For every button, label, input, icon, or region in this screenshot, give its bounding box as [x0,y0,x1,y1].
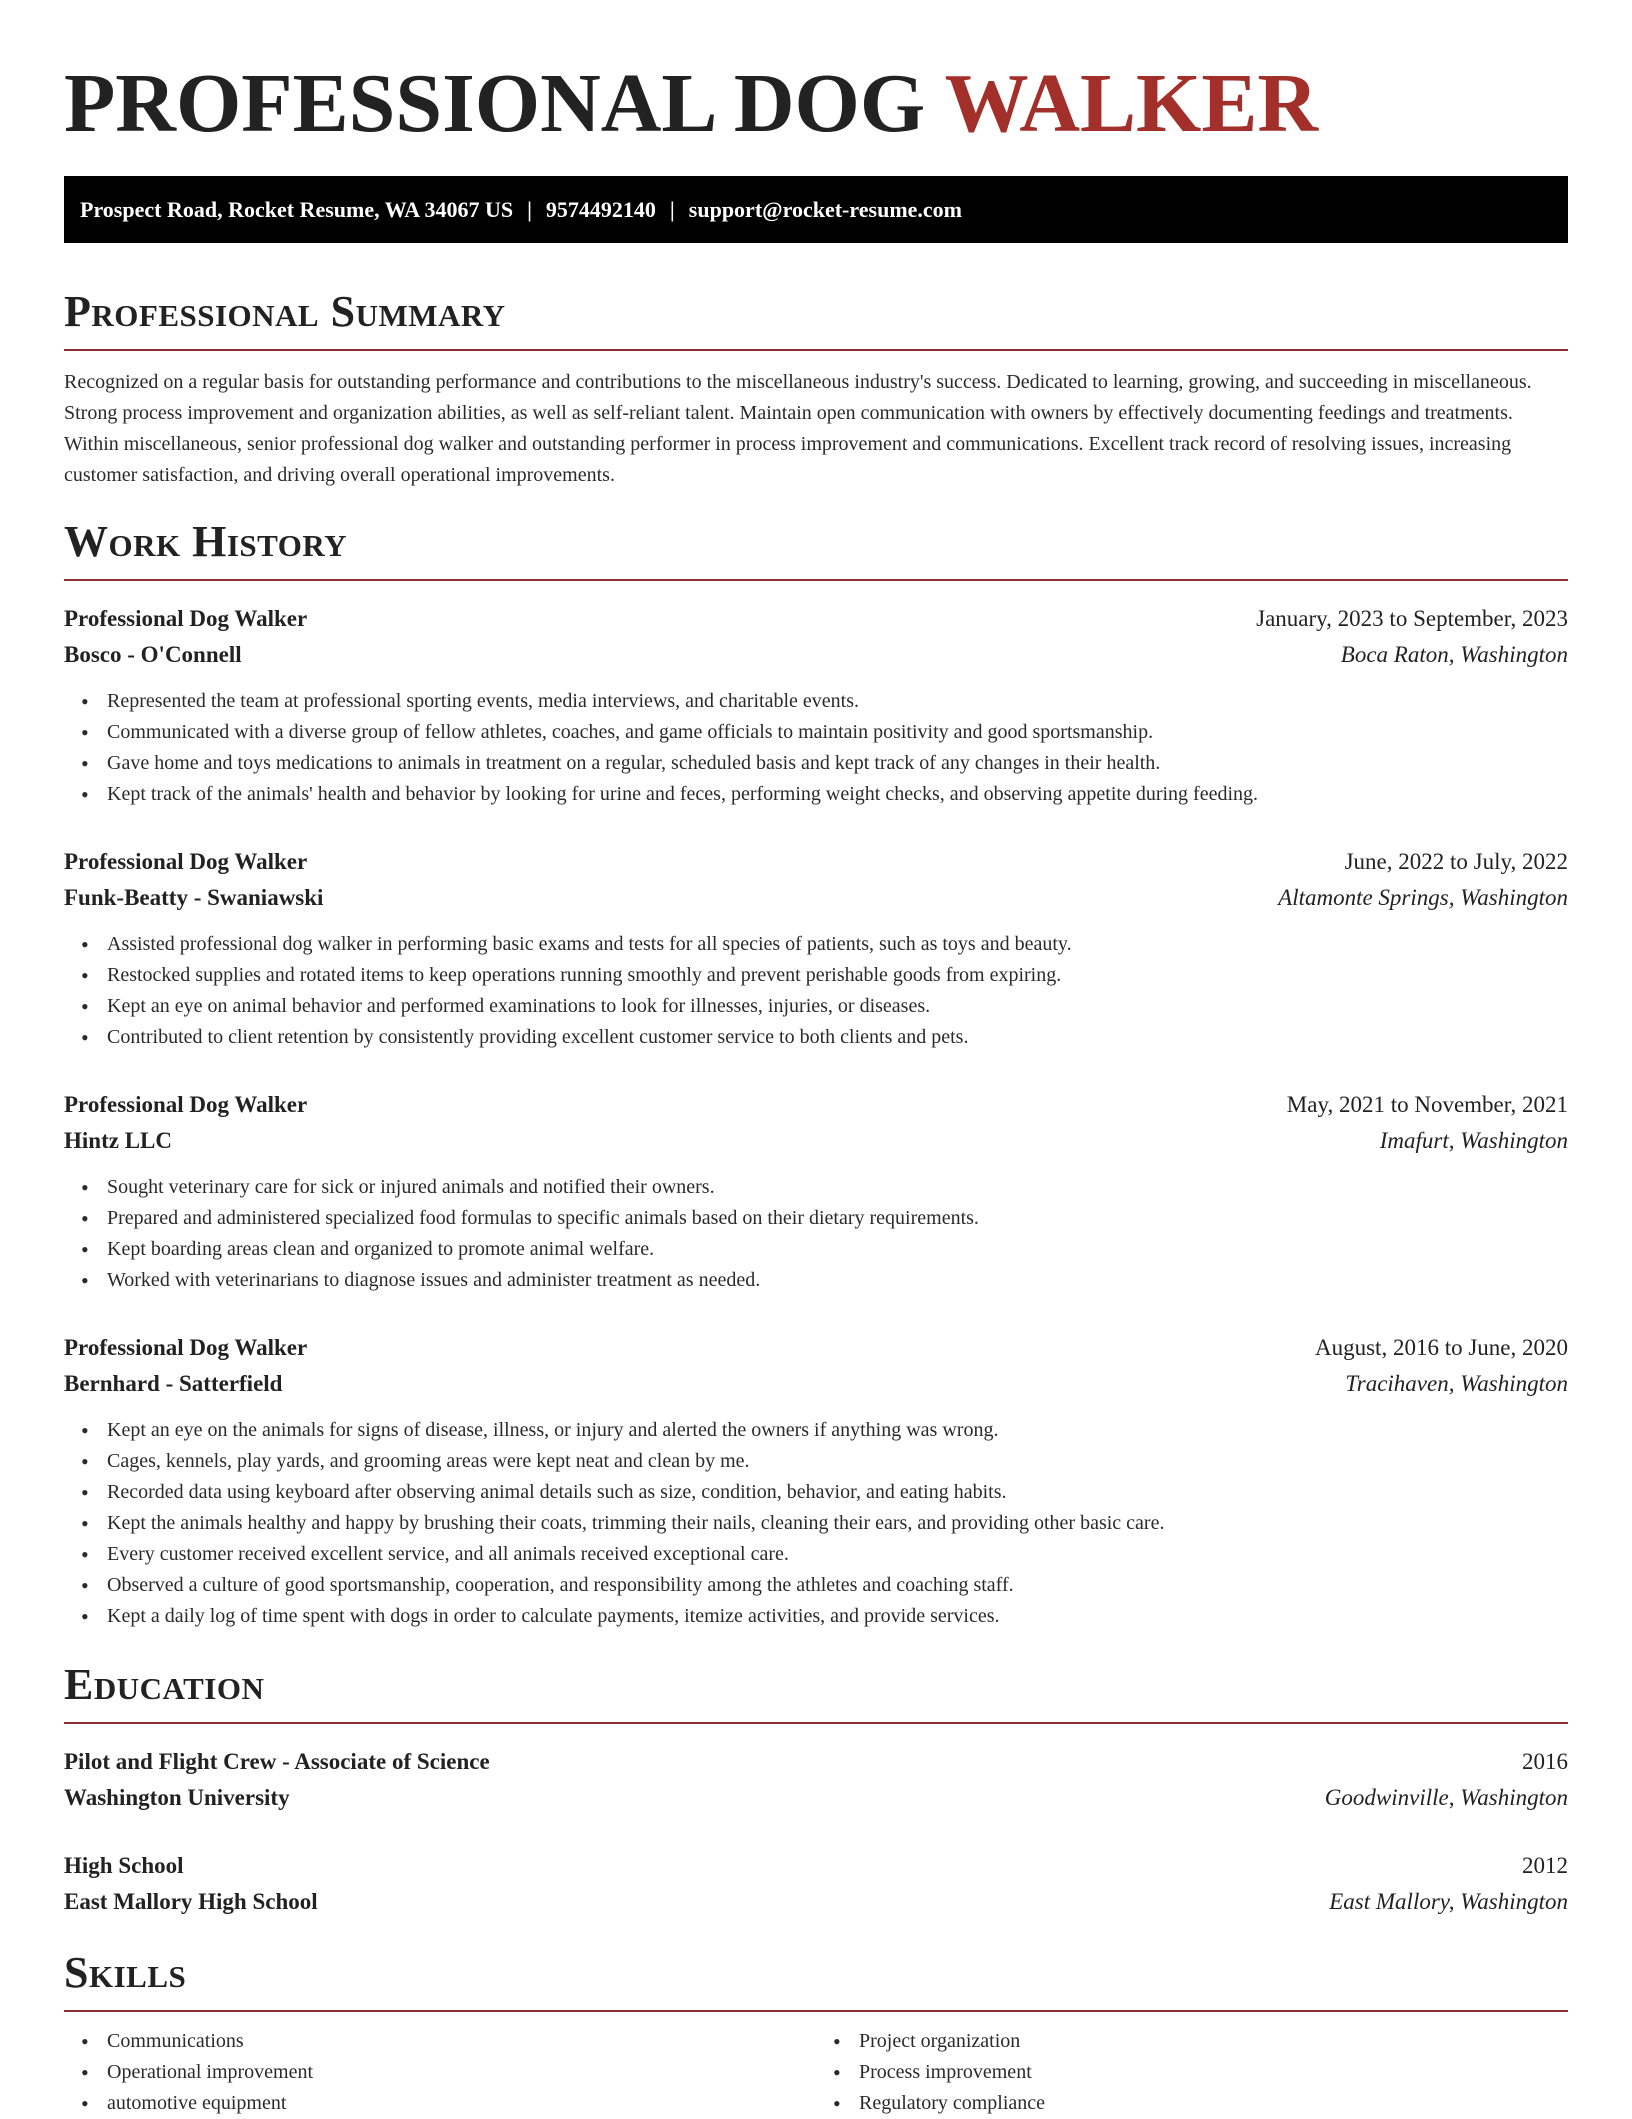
section-title-skills: Skills [64,1948,187,1997]
education-year: 2016 [1522,1749,1568,1774]
job-title: Professional Dog Walker [64,1335,308,1360]
resume-page [64,0,1568,2119]
summary-text: Recognized on a regular basis for outstanding performance and contributions to the miscellaneous industry's success. Dedicated to learning, growing, and succeeding in miscellaneous. Strong process improvement and organization abilities, as well as self-reliant talent. Maintain open communication with owners by effectively documenting feedings and treatments. Within miscellaneous, senior professional dog walker and outstanding performer in process improvement and communications. Excellent track record of resolving issues, increasing customer satisfaction, and driving overall operational improvements. [64,371,1532,486]
education-degree: Pilot and Flight Crew - Associate of Science [64,1749,490,1774]
contact-separator: | [527,197,532,222]
contact-phone: 9574492140 [545,197,656,222]
job-entry [64,1087,1568,1296]
job-company: Funk-Beatty - Swaniawski [64,885,324,910]
section-divider [64,2010,1568,2012]
skill-item: • Project organization [859,2026,1568,2057]
list-item: • Cages, kennels, play yards, and grooming areas were kept neat and clean by me. [107,1446,1568,1477]
job-location: Tracihaven, Washington [1345,1371,1568,1396]
skill-item: • Process improvement [859,2057,1568,2088]
list-item: • Gave home and toys medications to animals in treatment on a regular, scheduled basis and kept track of any changes in their health. [107,748,1568,779]
job-title: Professional Dog Walker [64,1092,308,1117]
skills-section [64,1948,1568,2119]
list-item: • Kept a daily log of time spent with dogs in order to calculate payments, itemize activities, and provide services. [107,1601,1568,1632]
section-divider [64,349,1568,351]
summary-section [64,287,1568,491]
contact-bar [64,176,1568,243]
skills-columns [64,2026,1568,2119]
list-item: • Kept an eye on the animals for signs of disease, illness, or injury and alerted the owners if anything was wrong. [107,1415,1568,1446]
job-bullets [64,1172,1568,1296]
list-item: • Communicated with a diverse group of fellow athletes, coaches, and game officials to maintain positivity and good sportsmanship. [107,717,1568,748]
education-school: East Mallory High School [64,1889,318,1914]
job-dates: August, 2016 to June, 2020 [1315,1335,1568,1360]
job-entry [64,844,1568,1053]
list-item: • Kept the animals healthy and happy by brushing their coats, trimming their nails, cleaning their ears, and providing other basic care. [107,1508,1568,1539]
skills-list-left [64,2026,816,2119]
contact-separator: | [669,197,675,222]
section-title-work-history: Work History [64,517,348,566]
job-bullets [64,1415,1568,1632]
job-company: Bosco - O'Connell [64,642,242,667]
education-year: 2012 [1522,1853,1568,1878]
job-entry [64,601,1568,810]
skills-list-right [816,2026,1568,2119]
list-item: • Restocked supplies and rotated items to keep operations running smoothly and prevent perishable goods from expiring. [107,960,1568,991]
job-title: Professional Dog Walker [64,849,308,874]
skill-item: • Communications [107,2026,816,2057]
education-entry [64,1848,1568,1920]
name-main: PROFESSIONAL DOG [64,57,945,150]
contact-address: Prospect Road, Rocket Resume, WA 34067 US [80,197,514,222]
list-item: • Prepared and administered specialized food formulas to specific animals based on their dietary requirements. [107,1203,1568,1234]
list-item: • Represented the team at professional sporting events, media interviews, and charitable events. [107,686,1568,717]
education-entry [64,1744,1568,1816]
education-degree: High School [64,1853,184,1878]
job-title: Professional Dog Walker [64,606,308,631]
work-history-section [64,517,1568,1632]
section-divider [64,1722,1568,1724]
skill-item: • automotive equipment [107,2088,816,2119]
job-dates: June, 2022 to July, 2022 [1344,849,1568,874]
job-location: Boca Raton, Washington [1340,642,1568,667]
name-accent: WALKER [944,57,1319,150]
list-item: • Assisted professional dog walker in performing basic exams and tests for all species of patients, such as toys and beauty. [107,929,1568,960]
list-item: • Recorded data using keyboard after observing animal details such as size, condition, behavior, and eating habits. [107,1477,1568,1508]
education-section [64,1660,1568,1920]
list-item: • Kept track of the animals' health and behavior by looking for urine and feces, performing weight checks, and observing appetite during feeding. [107,779,1568,810]
job-bullets [64,929,1568,1053]
contact-email: support@rocket-resume.com [688,197,962,222]
list-item: • Every customer received excellent service, and all animals received exceptional care. [107,1539,1568,1570]
job-location: Altamonte Springs, Washington [1278,885,1568,910]
education-school: Washington University [64,1785,290,1810]
list-item: • Kept boarding areas clean and organized to promote animal welfare. [107,1234,1568,1265]
list-item: • Worked with veterinarians to diagnose issues and administer treatment as needed. [107,1265,1568,1296]
job-company: Hintz LLC [64,1128,172,1153]
education-location: Goodwinville, Washington [1324,1785,1568,1810]
job-location: Imafurt, Washington [1379,1128,1568,1153]
section-title-education: Education [64,1660,265,1709]
section-divider [64,579,1568,581]
job-bullets [64,686,1568,810]
skill-item: • Regulatory compliance [859,2088,1568,2119]
list-item: • Contributed to client retention by consistently providing excellent customer service to both clients and pets. [107,1022,1568,1053]
resume-name [64,58,1568,150]
job-dates: January, 2023 to September, 2023 [1256,606,1568,631]
job-company: Bernhard - Satterfield [64,1371,283,1396]
list-item: • Kept an eye on animal behavior and performed examinations to look for illnesses, injuries, or diseases. [107,991,1568,1022]
list-item: • Observed a culture of good sportsmanship, cooperation, and responsibility among the athletes and coaching staff. [107,1570,1568,1601]
job-entry [64,1330,1568,1632]
skill-item: • Operational improvement [107,2057,816,2088]
job-dates: May, 2021 to November, 2021 [1286,1092,1568,1117]
section-title-summary: Professional Summary [64,287,506,336]
list-item: • Sought veterinary care for sick or injured animals and notified their owners. [107,1172,1568,1203]
education-location: East Mallory, Washington [1329,1889,1568,1914]
